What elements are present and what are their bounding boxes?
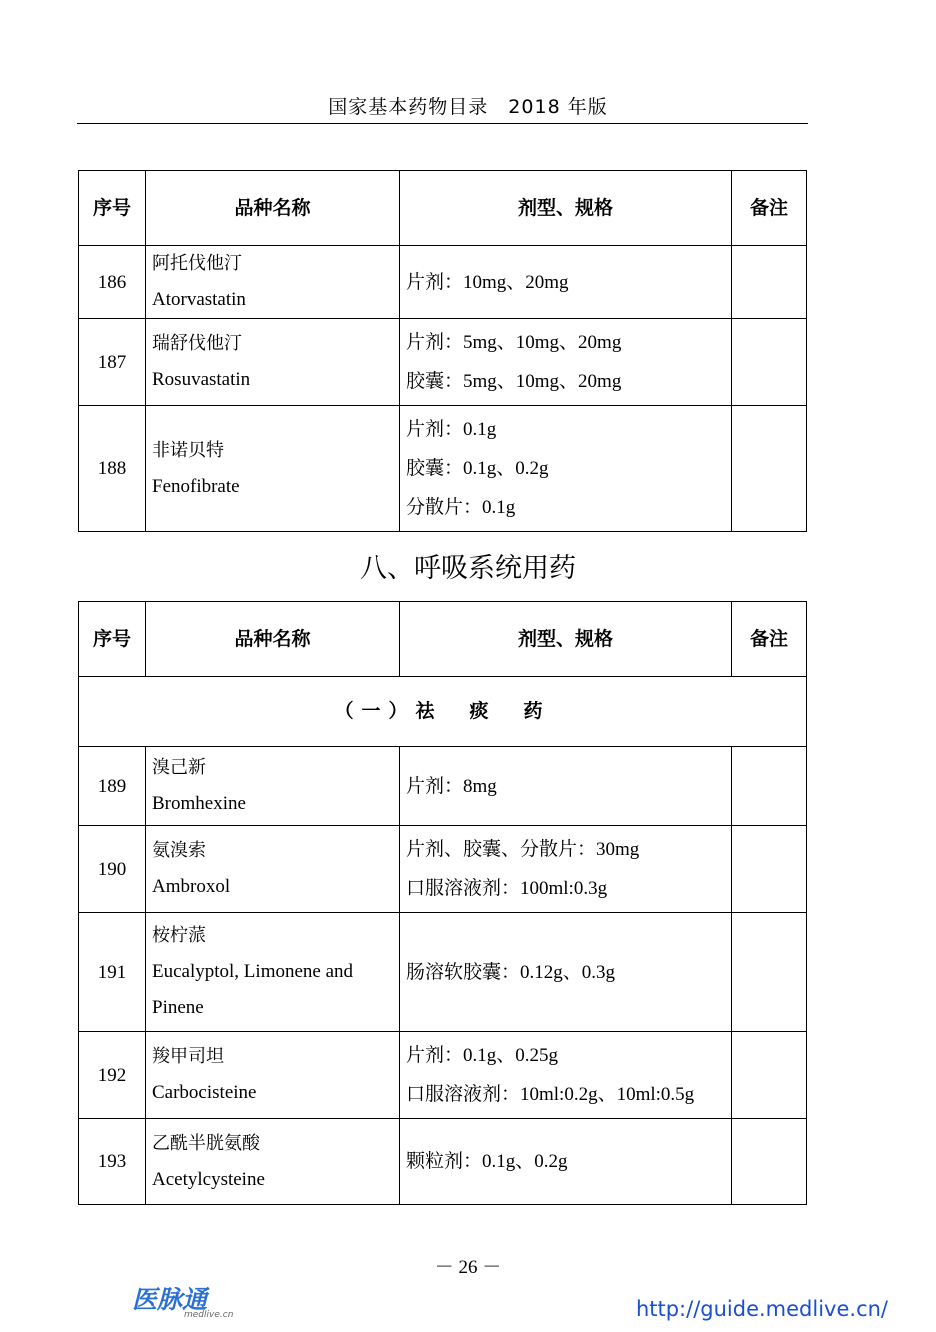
subsection-title: （一）祛 痰 药 — [79, 677, 807, 747]
spec-line: 肠溶软胶囊：0.12g、0.3g — [406, 961, 616, 983]
col-header-note: 备注 — [732, 171, 807, 246]
header-divider — [77, 123, 808, 124]
table-row — [79, 913, 807, 1032]
row-number: 187 — [79, 319, 146, 406]
logo-text: 医脉通 — [132, 1285, 208, 1314]
spec-cell — [400, 747, 732, 826]
subsection-row — [79, 677, 807, 747]
table-row — [79, 319, 807, 406]
spec-line: 口服溶液剂：100ml:0.3g — [406, 878, 608, 899]
section-title: 八、呼吸系统用药 — [360, 553, 576, 584]
row-number: 191 — [79, 913, 146, 1032]
drug-name-cn: 羧甲司坦 — [152, 1046, 224, 1067]
footer-url-link[interactable]: http://guide.medlive.cn/ — [635, 1297, 888, 1321]
drug-name-en: Atorvastatin — [152, 289, 246, 310]
row-number: 190 — [79, 826, 146, 913]
table-row — [79, 1032, 807, 1119]
spec-line: 口服溶液剂：10ml:0.2g、10ml:0.5g — [406, 1084, 695, 1105]
drug-name-cn: 乙酰半胱氨酸 — [152, 1132, 260, 1154]
note-cell — [732, 319, 807, 406]
drug-name-cell — [146, 1032, 400, 1119]
spec-cell — [400, 1119, 732, 1205]
page-number: － 26 － — [434, 1257, 502, 1278]
drug-name-en: Ambroxol — [152, 876, 231, 897]
col-header-name: 品种名称 — [146, 602, 400, 677]
drug-name-cn: 阿托伐他汀 — [152, 253, 242, 274]
medlive-logo[interactable] — [132, 1280, 234, 1320]
spec-line: 片剂、胶囊、分散片：30mg — [406, 839, 640, 860]
note-cell — [732, 913, 807, 1032]
spec-line: 片剂：8mg — [406, 775, 497, 797]
col-header-spec: 剂型、规格 — [400, 602, 732, 677]
col-header-no: 序号 — [79, 602, 146, 677]
col-header-note: 备注 — [732, 602, 807, 677]
drug-name-cell — [146, 246, 400, 319]
drug-name-cell — [146, 406, 400, 532]
drug-name-cell — [146, 913, 400, 1032]
note-cell — [732, 246, 807, 319]
drug-name-cell — [146, 1119, 400, 1205]
spec-line: 胶囊：5mg、10mg、20mg — [406, 371, 622, 392]
drug-table-1 — [78, 170, 807, 532]
note-cell — [732, 1032, 807, 1119]
spec-line: 分散片：0.1g — [406, 497, 516, 518]
drug-name-en: Bromhexine — [152, 793, 246, 814]
drug-name-en: Rosuvastatin — [152, 369, 251, 390]
spec-line: 片剂：0.1g — [406, 419, 497, 440]
spec-cell — [400, 826, 732, 913]
spec-cell — [400, 406, 732, 532]
table-row — [79, 246, 807, 319]
drug-name-en: Fenofibrate — [152, 475, 240, 497]
table-header-row — [79, 171, 807, 246]
drug-name-en: Acetylcysteine — [152, 1168, 265, 1190]
drug-name-cn: 氨溴索 — [152, 840, 206, 861]
drug-name-en: Carbocisteine — [152, 1082, 257, 1103]
logo-subtext: medlive.cn — [184, 1310, 234, 1320]
drug-table-2 — [78, 601, 807, 1205]
row-number: 192 — [79, 1032, 146, 1119]
drug-name-cell — [146, 747, 400, 826]
spec-cell — [400, 913, 732, 1032]
table-row — [79, 406, 807, 532]
spec-cell — [400, 319, 732, 406]
note-cell — [732, 747, 807, 826]
row-number: 188 — [79, 406, 146, 532]
note-cell — [732, 406, 807, 532]
drug-name-cell — [146, 826, 400, 913]
spec-line: 片剂：5mg、10mg、20mg — [406, 332, 622, 353]
drug-name-cn: 瑞舒伐他汀 — [152, 333, 242, 354]
note-cell — [732, 826, 807, 913]
drug-name-cn: 非诺贝特 — [152, 439, 224, 461]
drug-name-cn: 桉柠蒎 — [152, 925, 206, 946]
row-number: 193 — [79, 1119, 146, 1205]
spec-cell — [400, 246, 732, 319]
col-header-no: 序号 — [79, 171, 146, 246]
col-header-name: 品种名称 — [146, 171, 400, 246]
row-number: 186 — [79, 246, 146, 319]
spec-cell — [400, 1032, 732, 1119]
spec-line: 片剂：0.1g、0.25g — [406, 1045, 559, 1066]
drug-name-cell — [146, 319, 400, 406]
col-header-spec: 剂型、规格 — [400, 171, 732, 246]
spec-line: 颗粒剂：0.1g、0.2g — [406, 1151, 568, 1172]
spec-line: 胶囊：0.1g、0.2g — [406, 458, 549, 479]
table-row — [79, 826, 807, 913]
page-header-title: 国家基本药物目录 2018 年版 — [328, 96, 608, 118]
row-number: 189 — [79, 747, 146, 826]
drug-name-en: Eucalyptol, Limonene and Pinene — [152, 961, 354, 1018]
table-row — [79, 1119, 807, 1205]
table-row — [79, 747, 807, 826]
drug-name-cn: 溴己新 — [152, 757, 206, 778]
table-header-row — [79, 602, 807, 677]
note-cell — [732, 1119, 807, 1205]
spec-line: 片剂：10mg、20mg — [406, 271, 569, 293]
